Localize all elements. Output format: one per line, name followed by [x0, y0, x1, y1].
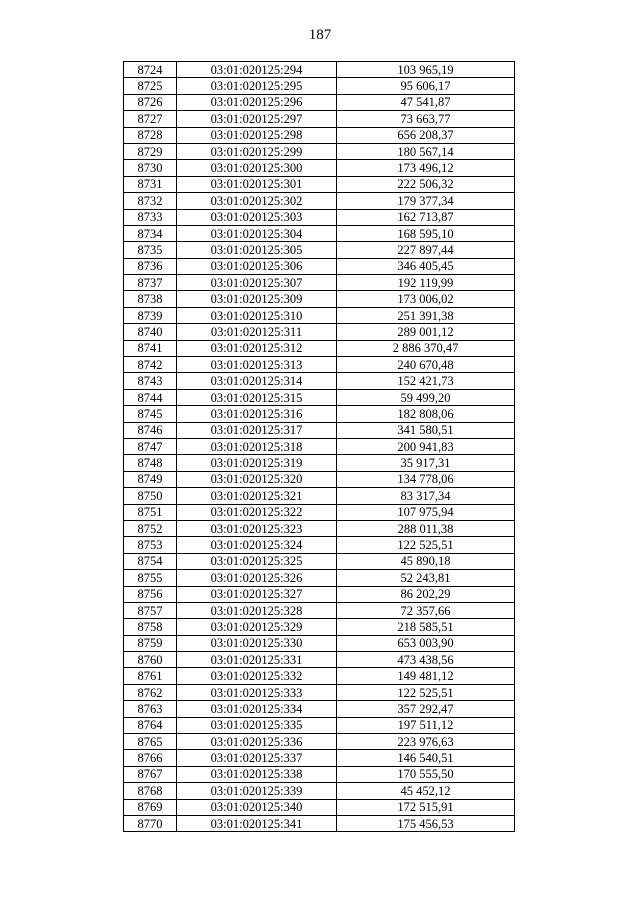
cadastral-value-cell: 134 778,06	[337, 471, 515, 487]
table-row	[124, 389, 515, 405]
cadastral-number-cell: 03:01:020125:300	[177, 160, 337, 176]
table-row	[124, 504, 515, 520]
table-row	[124, 537, 515, 553]
cadastral-value-cell: 251 391,38	[337, 307, 515, 323]
cadastral-number-cell: 03:01:020125:307	[177, 275, 337, 291]
row-number-cell: 8767	[124, 766, 177, 782]
table-row	[124, 111, 515, 127]
cadastral-value-cell: 83 317,34	[337, 488, 515, 504]
cadastral-number-cell: 03:01:020125:294	[177, 62, 337, 78]
table-row	[124, 438, 515, 454]
table-row	[124, 668, 515, 684]
cadastral-number-cell: 03:01:020125:339	[177, 783, 337, 799]
cadastral-number-cell: 03:01:020125:338	[177, 766, 337, 782]
table-row	[124, 422, 515, 438]
row-number-cell: 8728	[124, 127, 177, 143]
row-number-cell: 8761	[124, 668, 177, 684]
row-number-cell: 8745	[124, 406, 177, 422]
table-row	[124, 701, 515, 717]
cadastral-number-cell: 03:01:020125:332	[177, 668, 337, 684]
table-row	[124, 750, 515, 766]
cadastral-value-cell: 122 525,51	[337, 537, 515, 553]
row-number-cell: 8735	[124, 242, 177, 258]
cadastral-number-cell: 03:01:020125:329	[177, 619, 337, 635]
row-number-cell: 8736	[124, 258, 177, 274]
row-number-cell: 8731	[124, 176, 177, 192]
cadastral-number-cell: 03:01:020125:318	[177, 438, 337, 454]
row-number-cell: 8746	[124, 422, 177, 438]
cadastral-number-cell: 03:01:020125:295	[177, 78, 337, 94]
cadastral-value-cell: 45 452,12	[337, 783, 515, 799]
cadastral-number-cell: 03:01:020125:316	[177, 406, 337, 422]
cadastral-value-cell: 173 496,12	[337, 160, 515, 176]
cadastral-number-cell: 03:01:020125:327	[177, 586, 337, 602]
cadastral-value-cell: 47 541,87	[337, 94, 515, 110]
cadastral-value-cell: 172 515,91	[337, 799, 515, 815]
table-row	[124, 143, 515, 159]
cadastral-number-cell: 03:01:020125:330	[177, 635, 337, 651]
cadastral-value-cell: 289 001,12	[337, 324, 515, 340]
table-row	[124, 799, 515, 815]
row-number-cell: 8741	[124, 340, 177, 356]
cadastral-value-cell: 197 511,12	[337, 717, 515, 733]
row-number-cell: 8753	[124, 537, 177, 553]
cadastral-value-cell: 182 808,06	[337, 406, 515, 422]
cadastral-number-cell: 03:01:020125:311	[177, 324, 337, 340]
cadastral-value-cell: 653 003,90	[337, 635, 515, 651]
row-number-cell: 8760	[124, 652, 177, 668]
row-number-cell: 8747	[124, 438, 177, 454]
table-row	[124, 340, 515, 356]
row-number-cell: 8738	[124, 291, 177, 307]
cadastral-value-cell: 222 506,32	[337, 176, 515, 192]
table-row	[124, 488, 515, 504]
row-number-cell: 8743	[124, 373, 177, 389]
cadastral-number-cell: 03:01:020125:302	[177, 193, 337, 209]
row-number-cell: 8764	[124, 717, 177, 733]
table-row	[124, 94, 515, 110]
cadastral-number-cell: 03:01:020125:323	[177, 520, 337, 536]
row-number-cell: 8724	[124, 62, 177, 78]
table-row	[124, 652, 515, 668]
cadastral-number-cell: 03:01:020125:341	[177, 815, 337, 831]
table-row	[124, 78, 515, 94]
cadastral-value-cell: 146 540,51	[337, 750, 515, 766]
cadastral-number-cell: 03:01:020125:326	[177, 570, 337, 586]
table-row	[124, 635, 515, 651]
table-row	[124, 471, 515, 487]
row-number-cell: 8770	[124, 815, 177, 831]
table-row	[124, 291, 515, 307]
table-row	[124, 307, 515, 323]
row-number-cell: 8758	[124, 619, 177, 635]
cadastral-value-cell: 288 011,38	[337, 520, 515, 536]
row-number-cell: 8762	[124, 684, 177, 700]
table-row	[124, 570, 515, 586]
cadastral-value-cell: 59 499,20	[337, 389, 515, 405]
cadastral-number-cell: 03:01:020125:312	[177, 340, 337, 356]
table-row	[124, 62, 515, 78]
cadastral-value-cell: 173 006,02	[337, 291, 515, 307]
table-row	[124, 373, 515, 389]
row-number-cell: 8757	[124, 602, 177, 618]
cadastral-number-cell: 03:01:020125:321	[177, 488, 337, 504]
page-number: 187	[308, 27, 332, 43]
cadastral-value-cell: 122 525,51	[337, 684, 515, 700]
cadastral-value-cell: 162 713,87	[337, 209, 515, 225]
cadastral-number-cell: 03:01:020125:297	[177, 111, 337, 127]
table-row	[124, 455, 515, 471]
table-row	[124, 783, 515, 799]
table-body	[124, 62, 515, 832]
row-number-cell: 8727	[124, 111, 177, 127]
table-row	[124, 766, 515, 782]
cadastral-value-cell: 200 941,83	[337, 438, 515, 454]
cadastral-number-cell: 03:01:020125:337	[177, 750, 337, 766]
cadastral-value-cell: 152 421,73	[337, 373, 515, 389]
cadastral-value-cell: 72 357,66	[337, 602, 515, 618]
cadastral-value-cell: 103 965,19	[337, 62, 515, 78]
cadastral-value-cell: 656 208,37	[337, 127, 515, 143]
row-number-cell: 8725	[124, 78, 177, 94]
table-row	[124, 717, 515, 733]
table-row	[124, 160, 515, 176]
cadastral-value-table	[123, 61, 515, 832]
row-number-cell: 8759	[124, 635, 177, 651]
table-row	[124, 357, 515, 373]
cadastral-value-cell: 168 595,10	[337, 225, 515, 241]
cadastral-value-cell: 223 976,63	[337, 734, 515, 750]
table-row	[124, 324, 515, 340]
cadastral-value-cell: 473 438,56	[337, 652, 515, 668]
cadastral-value-cell: 45 890,18	[337, 553, 515, 569]
table-row	[124, 734, 515, 750]
cadastral-number-cell: 03:01:020125:322	[177, 504, 337, 520]
cadastral-number-cell: 03:01:020125:336	[177, 734, 337, 750]
cadastral-value-cell: 95 606,17	[337, 78, 515, 94]
cadastral-number-cell: 03:01:020125:324	[177, 537, 337, 553]
cadastral-number-cell: 03:01:020125:328	[177, 602, 337, 618]
row-number-cell: 8729	[124, 143, 177, 159]
cadastral-number-cell: 03:01:020125:340	[177, 799, 337, 815]
row-number-cell: 8734	[124, 225, 177, 241]
table-row	[124, 553, 515, 569]
table-row	[124, 602, 515, 618]
row-number-cell: 8748	[124, 455, 177, 471]
cadastral-number-cell: 03:01:020125:320	[177, 471, 337, 487]
table-row	[124, 684, 515, 700]
cadastral-number-cell: 03:01:020125:301	[177, 176, 337, 192]
cadastral-number-cell: 03:01:020125:331	[177, 652, 337, 668]
cadastral-value-cell: 227 897,44	[337, 242, 515, 258]
row-number-cell: 8730	[124, 160, 177, 176]
cadastral-value-cell: 149 481,12	[337, 668, 515, 684]
row-number-cell: 8726	[124, 94, 177, 110]
table-row	[124, 586, 515, 602]
row-number-cell: 8749	[124, 471, 177, 487]
table-row	[124, 225, 515, 241]
row-number-cell: 8755	[124, 570, 177, 586]
row-number-cell: 8763	[124, 701, 177, 717]
cadastral-value-cell: 170 555,50	[337, 766, 515, 782]
table-row	[124, 209, 515, 225]
row-number-cell: 8756	[124, 586, 177, 602]
row-number-cell: 8751	[124, 504, 177, 520]
row-number-cell: 8769	[124, 799, 177, 815]
cadastral-number-cell: 03:01:020125:335	[177, 717, 337, 733]
cadastral-value-cell: 86 202,29	[337, 586, 515, 602]
cadastral-number-cell: 03:01:020125:296	[177, 94, 337, 110]
cadastral-number-cell: 03:01:020125:334	[177, 701, 337, 717]
cadastral-number-cell: 03:01:020125:333	[177, 684, 337, 700]
cadastral-number-cell: 03:01:020125:325	[177, 553, 337, 569]
row-number-cell: 8740	[124, 324, 177, 340]
cadastral-number-cell: 03:01:020125:309	[177, 291, 337, 307]
row-number-cell: 8754	[124, 553, 177, 569]
cadastral-value-cell: 218 585,51	[337, 619, 515, 635]
cadastral-number-cell: 03:01:020125:313	[177, 357, 337, 373]
cadastral-value-cell: 180 567,14	[337, 143, 515, 159]
table-row	[124, 406, 515, 422]
row-number-cell: 8737	[124, 275, 177, 291]
cadastral-number-cell: 03:01:020125:319	[177, 455, 337, 471]
row-number-cell: 8742	[124, 357, 177, 373]
cadastral-number-cell: 03:01:020125:310	[177, 307, 337, 323]
table-row	[124, 242, 515, 258]
table-row	[124, 520, 515, 536]
cadastral-value-cell: 52 243,81	[337, 570, 515, 586]
row-number-cell: 8744	[124, 389, 177, 405]
table-row	[124, 193, 515, 209]
cadastral-value-cell: 175 456,53	[337, 815, 515, 831]
cadastral-number-cell: 03:01:020125:299	[177, 143, 337, 159]
cadastral-value-cell: 240 670,48	[337, 357, 515, 373]
table-row	[124, 258, 515, 274]
cadastral-number-cell: 03:01:020125:298	[177, 127, 337, 143]
table-row	[124, 815, 515, 831]
cadastral-value-cell: 346 405,45	[337, 258, 515, 274]
cadastral-number-cell: 03:01:020125:315	[177, 389, 337, 405]
cadastral-value-cell: 357 292,47	[337, 701, 515, 717]
cadastral-number-cell: 03:01:020125:317	[177, 422, 337, 438]
row-number-cell: 8750	[124, 488, 177, 504]
row-number-cell: 8768	[124, 783, 177, 799]
cadastral-number-cell: 03:01:020125:305	[177, 242, 337, 258]
row-number-cell: 8752	[124, 520, 177, 536]
cadastral-value-cell: 35 917,31	[337, 455, 515, 471]
cadastral-number-cell: 03:01:020125:306	[177, 258, 337, 274]
table-row	[124, 176, 515, 192]
cadastral-number-cell: 03:01:020125:303	[177, 209, 337, 225]
cadastral-value-cell: 341 580,51	[337, 422, 515, 438]
cadastral-value-cell: 179 377,34	[337, 193, 515, 209]
table-row	[124, 619, 515, 635]
cadastral-number-cell: 03:01:020125:304	[177, 225, 337, 241]
row-number-cell: 8739	[124, 307, 177, 323]
table-row	[124, 127, 515, 143]
cadastral-value-cell: 107 975,94	[337, 504, 515, 520]
row-number-cell: 8732	[124, 193, 177, 209]
table-row	[124, 275, 515, 291]
cadastral-number-cell: 03:01:020125:314	[177, 373, 337, 389]
row-number-cell: 8733	[124, 209, 177, 225]
row-number-cell: 8765	[124, 734, 177, 750]
cadastral-value-cell: 73 663,77	[337, 111, 515, 127]
cadastral-value-cell: 2 886 370,47	[337, 340, 515, 356]
row-number-cell: 8766	[124, 750, 177, 766]
cadastral-value-cell: 192 119,99	[337, 275, 515, 291]
